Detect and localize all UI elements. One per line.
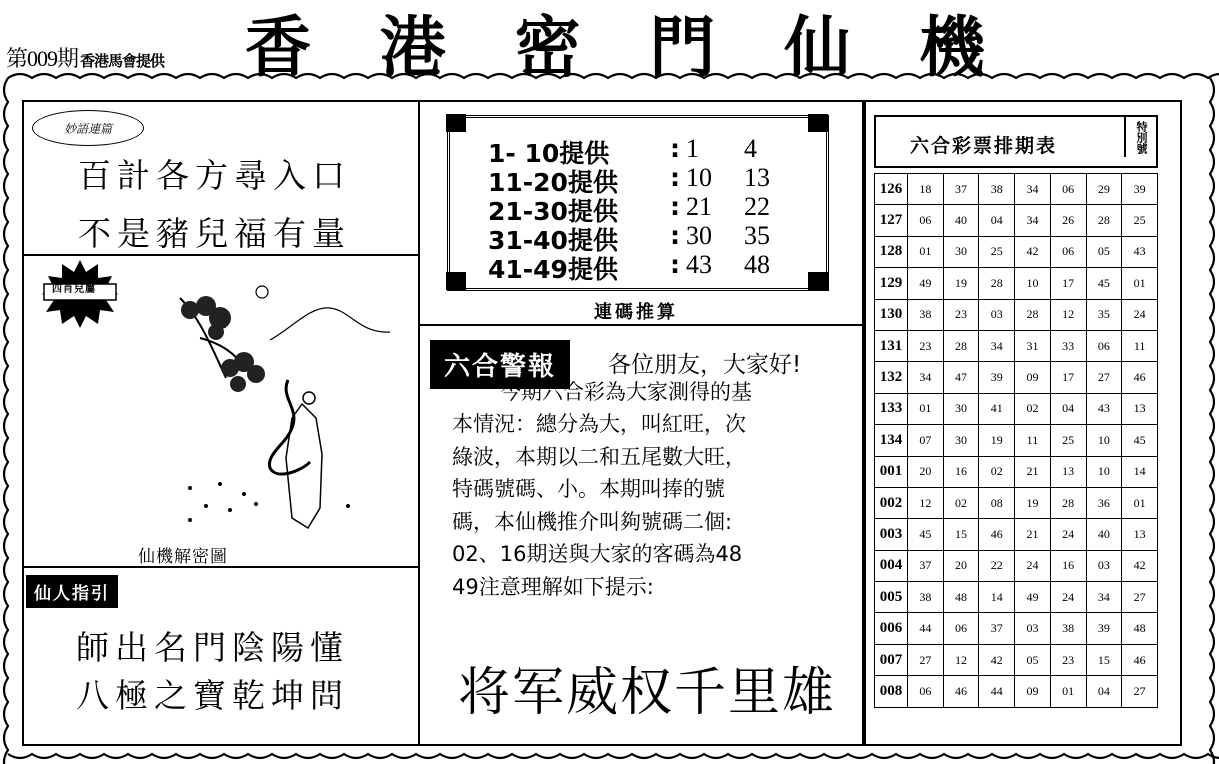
period-cell: 132: [875, 362, 908, 393]
number-cell: 42: [1122, 550, 1158, 581]
number-cell: 13: [1122, 393, 1158, 424]
provide-num: 48: [744, 250, 770, 279]
number-cell: 11: [1015, 425, 1051, 456]
title-char: 機: [918, 8, 985, 86]
paragraph-line: 碼，本仙機推介叫夠號碼二個:: [452, 510, 733, 534]
table-row: [875, 362, 1158, 393]
number-cell: 41: [979, 393, 1015, 424]
period-cell: 003: [875, 519, 908, 550]
number-cell: 04: [1086, 676, 1122, 707]
number-cell: 27: [908, 644, 944, 675]
period-cell: 004: [875, 550, 908, 581]
number-cell: 06: [1086, 330, 1122, 361]
number-cell: 24: [1015, 550, 1051, 581]
provide-range: 21-30提供: [488, 197, 618, 226]
provide-num: 30: [686, 221, 712, 250]
table-row: [875, 425, 1158, 456]
slogan: 将军威权千里雄: [458, 663, 837, 723]
corner-icon: [446, 114, 466, 132]
number-cell: 27: [1122, 582, 1158, 613]
warning-label: 六合警報: [430, 340, 570, 389]
starburst-text: 四肖兒屬: [52, 284, 96, 295]
period-cell: 128: [875, 236, 908, 267]
period-cell: 006: [875, 613, 908, 644]
number-cell: 45: [1086, 268, 1122, 299]
number-cell: 12: [908, 487, 944, 518]
number-cell: 28: [943, 330, 979, 361]
number-cell: 28: [1015, 299, 1051, 330]
badge-text: 妙語連篇: [63, 121, 112, 136]
schedule-header: [874, 115, 1158, 168]
number-cell: 15: [1086, 644, 1122, 675]
number-cell: 46: [979, 519, 1015, 550]
number-cell: 03: [1015, 613, 1051, 644]
number-cell: 34: [1086, 582, 1122, 613]
number-cell: 22: [979, 550, 1015, 581]
immortal-illustration: [30, 258, 415, 558]
table-row: [875, 236, 1158, 267]
badge-oval: [32, 110, 144, 146]
number-cell: 06: [1050, 236, 1086, 267]
number-cell: 18: [908, 174, 944, 205]
schedule-title: 六合彩票排期表: [910, 135, 1058, 157]
number-cell: 31: [1015, 330, 1051, 361]
paragraph-line: 特碼號碼、小。本期叫捧的號: [452, 477, 725, 501]
number-cell: 33: [1050, 330, 1086, 361]
number-cell: 38: [979, 174, 1015, 205]
number-cell: 25: [979, 236, 1015, 267]
number-cell: 42: [979, 644, 1015, 675]
number-cell: 19: [1015, 487, 1051, 518]
paragraph-line: 今期六合彩為大家測得的基: [500, 380, 752, 404]
colon: :: [670, 163, 680, 192]
period-cell: 001: [875, 456, 908, 487]
number-cell: 01: [1122, 487, 1158, 518]
issue-label: 第009期: [6, 46, 79, 71]
paragraph-line: 綠波，本期以二和五尾數大旺，: [452, 445, 746, 469]
number-cell: 49: [908, 268, 944, 299]
number-cell: 24: [1050, 519, 1086, 550]
table-row: [875, 644, 1158, 675]
period-cell: 134: [875, 425, 908, 456]
table-row: [875, 676, 1158, 707]
schedule-table: [874, 173, 1158, 708]
page-title: [245, 2, 985, 86]
number-cell: 37: [979, 613, 1015, 644]
number-cell: 07: [908, 425, 944, 456]
number-cell: 24: [1122, 299, 1158, 330]
number-cell: 06: [908, 676, 944, 707]
number-cell: 04: [1050, 393, 1086, 424]
provide-range: 1- 10提供: [488, 139, 610, 168]
number-cell: 02: [943, 487, 979, 518]
number-cell: 24: [1050, 582, 1086, 613]
number-cell: 44: [979, 676, 1015, 707]
period-cell: 133: [875, 393, 908, 424]
number-cell: 06: [1050, 174, 1086, 205]
number-cell: 04: [979, 205, 1015, 236]
corner-icon: [808, 114, 828, 132]
number-cell: 46: [943, 676, 979, 707]
number-cell: 17: [1050, 362, 1086, 393]
table-row: [875, 582, 1158, 613]
title-char: 香: [245, 8, 311, 86]
poem-line-2: 不是豬兒福有量: [78, 214, 351, 253]
table-row: [875, 174, 1158, 205]
title-char: 密: [514, 8, 581, 86]
number-cell: 06: [943, 613, 979, 644]
period-cell: 007: [875, 644, 908, 675]
provide-num: 22: [744, 192, 770, 221]
mountain-icon: [270, 308, 390, 340]
number-cell: 05: [1086, 236, 1122, 267]
period-cell: 005: [875, 582, 908, 613]
number-cell: 23: [1050, 644, 1086, 675]
number-cell: 29: [1086, 174, 1122, 205]
special-label: 特別號: [1135, 121, 1148, 154]
number-cell: 21: [1015, 519, 1051, 550]
number-cell: 30: [943, 425, 979, 456]
number-cell: 23: [943, 299, 979, 330]
number-cell: 49: [1015, 582, 1051, 613]
number-cell: 23: [908, 330, 944, 361]
number-cell: 10: [1015, 268, 1051, 299]
colon: :: [670, 134, 680, 163]
table-row: [875, 456, 1158, 487]
number-cell: 46: [1122, 362, 1158, 393]
number-cell: 43: [1122, 236, 1158, 267]
number-cell: 45: [908, 519, 944, 550]
number-cell: 47: [943, 362, 979, 393]
number-cell: 44: [908, 613, 944, 644]
number-cell: 16: [943, 456, 979, 487]
number-cell: 39: [1086, 613, 1122, 644]
number-cell: 14: [979, 582, 1015, 613]
number-cell: 34: [908, 362, 944, 393]
number-cell: 45: [1122, 425, 1158, 456]
number-cell: 19: [943, 268, 979, 299]
corner-icon: [446, 272, 466, 290]
section-label-guide: 仙人指引: [26, 575, 118, 608]
title-char: 港: [379, 8, 446, 86]
number-cell: 01: [908, 393, 944, 424]
number-cell: 21: [1015, 456, 1051, 487]
number-cell: 40: [943, 205, 979, 236]
number-cell: 20: [908, 456, 944, 487]
number-cell: 03: [1086, 550, 1122, 581]
provide-range: 31-40提供: [488, 226, 618, 255]
period-cell: 127: [875, 205, 908, 236]
moon-icon: [256, 286, 268, 298]
title-char: 門: [649, 8, 716, 86]
period-cell: 130: [875, 299, 908, 330]
number-cell: 14: [1122, 456, 1158, 487]
number-cell: 06: [908, 205, 944, 236]
number-cell: 02: [979, 456, 1015, 487]
number-cell: 20: [943, 550, 979, 581]
table-row: [875, 205, 1158, 236]
provide-range: 41-49提供: [488, 255, 618, 284]
number-cell: 13: [1122, 519, 1158, 550]
number-cell: 17: [1050, 268, 1086, 299]
number-cell: 37: [943, 174, 979, 205]
paragraph-line: 49注意理解如下提示:: [452, 575, 654, 599]
colon: :: [670, 250, 680, 279]
number-cell: 42: [1015, 236, 1051, 267]
number-cell: 27: [1122, 676, 1158, 707]
table-row: [875, 613, 1158, 644]
number-cell: 10: [1086, 456, 1122, 487]
title-char: 仙: [784, 8, 851, 86]
number-cell: 35: [1086, 299, 1122, 330]
provide-range: 11-20提供: [488, 168, 618, 197]
number-cell: 01: [1050, 676, 1086, 707]
number-cell: 34: [1015, 174, 1051, 205]
greeting: 各位朋友，大家好!: [608, 352, 802, 378]
table-row: [875, 393, 1158, 424]
number-cell: 30: [943, 393, 979, 424]
poem-line-3: 師出名門陰陽懂: [76, 628, 349, 667]
paragraph-line: 本情況：總分為大，叫紅旺，次: [452, 412, 746, 436]
divider-middle: [420, 324, 862, 326]
calc-label: 連碼推算: [594, 302, 678, 323]
poem-line-4: 八極之寶乾坤問: [76, 676, 349, 715]
table-row: [875, 487, 1158, 518]
number-cell: 05: [1015, 644, 1051, 675]
number-cell: 26: [1050, 205, 1086, 236]
number-cell: 11: [1122, 330, 1158, 361]
paragraph-line: 02、16期送與大家的客碼為48: [452, 542, 743, 566]
divider-left: [418, 100, 420, 746]
colon: :: [670, 221, 680, 250]
number-cell: 36: [1086, 487, 1122, 518]
number-cell: 28: [1050, 487, 1086, 518]
table-row: [875, 550, 1158, 581]
provide-num: 21: [686, 192, 712, 221]
number-cell: 46: [1122, 644, 1158, 675]
number-cell: 02: [1015, 393, 1051, 424]
number-cell: 13: [1050, 456, 1086, 487]
table-row: [875, 519, 1158, 550]
number-cell: 40: [1086, 519, 1122, 550]
number-cell: 16: [1050, 550, 1086, 581]
number-cell: 37: [908, 550, 944, 581]
number-cell: 10: [1086, 425, 1122, 456]
number-cell: 15: [943, 519, 979, 550]
provide-num: 13: [744, 163, 770, 192]
number-cell: 28: [979, 268, 1015, 299]
number-cell: 19: [979, 425, 1015, 456]
number-cell: 39: [1122, 174, 1158, 205]
colon: :: [670, 192, 680, 221]
publisher-label: 香港馬會提供: [80, 52, 165, 70]
number-cell: 09: [1015, 362, 1051, 393]
period-cell: 129: [875, 268, 908, 299]
number-cell: 09: [1015, 676, 1051, 707]
number-cell: 08: [979, 487, 1015, 518]
illustration-caption: 仙機解密圖: [138, 547, 228, 567]
provide-num: 4: [744, 134, 757, 163]
number-cell: 43: [1086, 393, 1122, 424]
provide-num: 43: [686, 250, 712, 279]
provide-num: 10: [686, 163, 712, 192]
poem-line-1: 百計各方尋入口: [78, 156, 351, 195]
number-cell: 01: [1122, 268, 1158, 299]
table-row: [875, 330, 1158, 361]
number-cell: 28: [1086, 205, 1122, 236]
number-cell: 48: [943, 582, 979, 613]
number-cell: 38: [1050, 613, 1086, 644]
number-cell: 12: [943, 644, 979, 675]
corner-icon: [808, 272, 828, 290]
number-cell: 39: [979, 362, 1015, 393]
header-divider: [1124, 117, 1126, 157]
number-cell: 25: [1122, 205, 1158, 236]
number-cell: 48: [1122, 613, 1158, 644]
provide-num: 1: [686, 134, 699, 163]
number-cell: 12: [1050, 299, 1086, 330]
number-cell: 01: [908, 236, 944, 267]
period-cell: 131: [875, 330, 908, 361]
number-cell: 34: [1015, 205, 1051, 236]
table-row: [875, 268, 1158, 299]
number-cell: 27: [1086, 362, 1122, 393]
number-cell: 30: [943, 236, 979, 267]
divider-right: [862, 100, 866, 746]
period-cell: 002: [875, 487, 908, 518]
provide-num: 35: [744, 221, 770, 250]
period-cell: 008: [875, 676, 908, 707]
number-cell: 03: [979, 299, 1015, 330]
table-row: [875, 299, 1158, 330]
provide-row: [488, 250, 770, 286]
period-cell: 126: [875, 174, 908, 205]
issue-number: [6, 42, 164, 73]
number-cell: 34: [979, 330, 1015, 361]
number-cell: 38: [908, 299, 944, 330]
number-cell: 38: [908, 582, 944, 613]
number-cell: 25: [1050, 425, 1086, 456]
